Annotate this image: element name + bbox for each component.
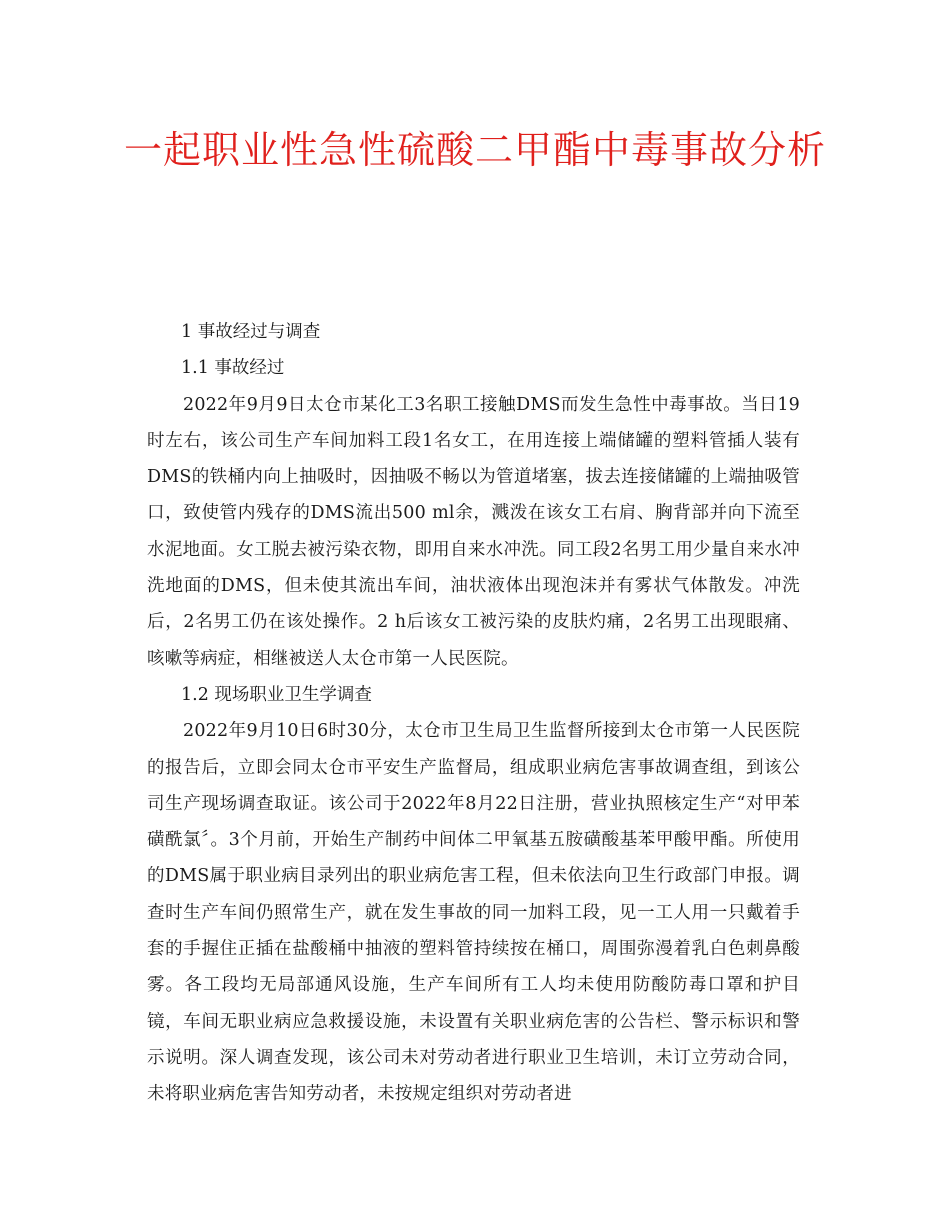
section-heading-1-2: 1.2 现场职业卫生学调查 xyxy=(181,684,372,705)
document-title: 一起职业性急性硫酸二甲酯中毒事故分析 xyxy=(123,128,826,172)
section-heading-1-1: 1.1 事故经过 xyxy=(181,358,285,379)
section-heading-1: 1 事故经过与调查 xyxy=(181,322,321,342)
paragraph-site-investigation: 2022年9月10日6时30分，太仓市卫生局卫生监督所接到太仓市第一人民医院的报告后，立即会同太仓市平安生产监督局，组成职业病危害事故调查组，到该公司生产现场调查取证。该公司于2022年8月22日注册，营业执照核定生产“对甲苯磺酰氯〞。3个月前，开始生产制药中间体二甲氧基五胺磺酸基苯甲酸甲酯。所使用的DMS属于职业病目录列出的职业病危害工程，但未依法向卫生行政部门申报。调查时生产车间仍照常生产，就在发生事故的同一加料工段，见一工人用一只戴着手套的手握住正插在盐酸桶中抽液的塑料管持续按在桶口，周围弥漫着乳白色刺鼻酸雾。各工段均无局部通风设施，生产车间所有工人均未使用防酸防毒口罩和护目镜，车间无职业病应急救援设施，未设置有关职业病危害的公告栏、警示标识和警示说明。深人调查发现，该公司未对劳动者进行职业卫生培训，未订立劳动合同，未将职业病危害告知劳动者，未按规定组织对劳动者进 xyxy=(147,721,800,1105)
paragraph-accident-process: 2022年9月9日太仓市某化工3名职工接触DMS而发生急性中毒事故。当日19时左右，该公司生产车间加料工段1名女工，在用连接上端储罐的塑料管插人装有DMS的铁桶内向上抽吸时，因抽吸不畅以为管道堵塞，拔去连接储罐的上端抽吸管口，致使管内残存的DMS流出500 ml余，溅泼在该女工右肩、胸背部并向下流至水泥地面。女工脱去被污染衣物，即用自来水冲洗。同工段2名男工用少量自来水冲洗地面的DMS，但未使其流出车间，油状液体出现泡沫并有雾状气体散发。冲洗后，2名男工仍在该处操作。2 h后该女工被污染的皮肤灼痛，2名男工出现眼痛、咳嗽等病症，相继被送人太仓市第一人民医院。 xyxy=(147,394,800,669)
document-body xyxy=(147,314,800,1113)
